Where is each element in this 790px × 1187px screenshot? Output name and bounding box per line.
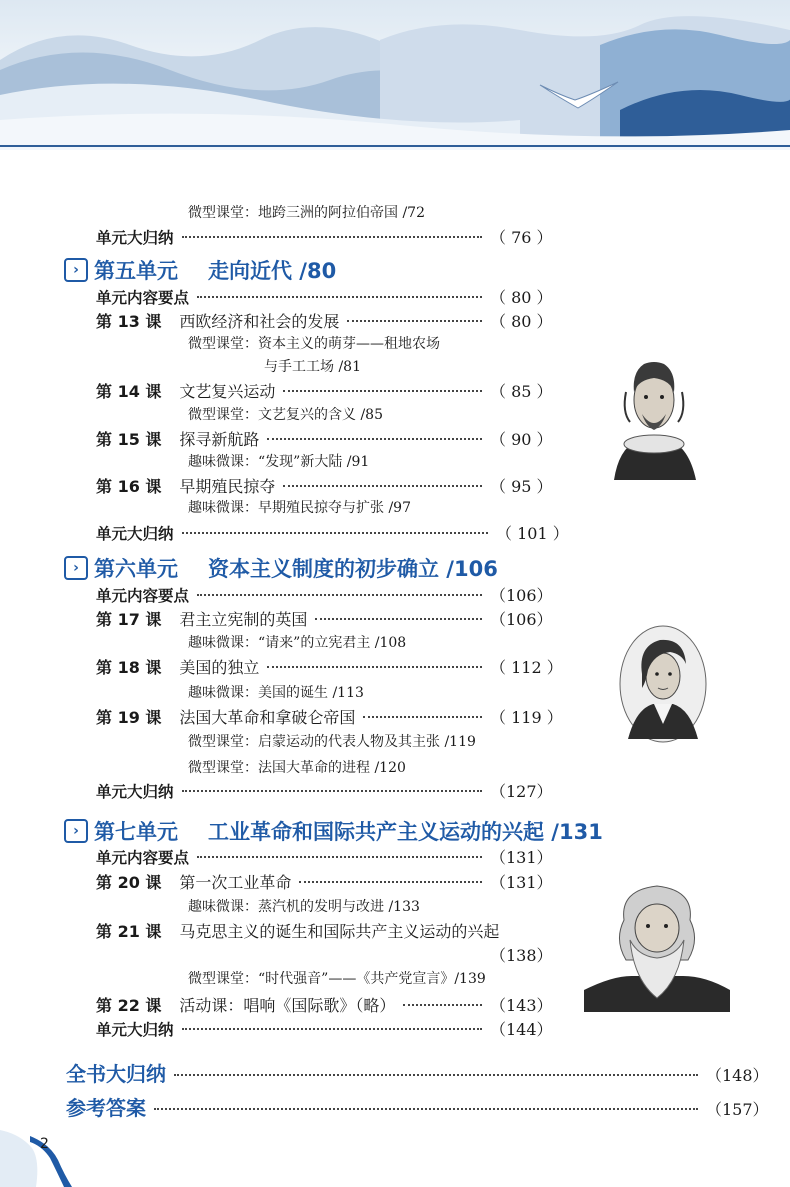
toc-label: 单元大归纳 bbox=[96, 229, 174, 247]
chevron-right-icon: › bbox=[64, 258, 88, 282]
lesson-title: 文艺复兴运动 bbox=[179, 382, 276, 401]
toc-lesson-page[interactable] bbox=[490, 944, 553, 968]
toc-unit-summary[interactable] bbox=[96, 780, 553, 804]
toc-page: （ 101 ） bbox=[496, 524, 569, 543]
toc-page: （106） bbox=[490, 586, 553, 605]
leader-dots bbox=[403, 1004, 482, 1006]
toc-lesson[interactable] bbox=[96, 920, 499, 944]
toc-unit-summary[interactable] bbox=[96, 226, 553, 250]
toc-lesson[interactable] bbox=[96, 871, 553, 895]
toc-lesson[interactable] bbox=[96, 706, 563, 730]
toc-page: （ 95 ） bbox=[490, 477, 553, 496]
toc-lesson[interactable] bbox=[96, 608, 553, 632]
unit-title: 走向近代 /80 bbox=[208, 259, 337, 283]
marx-portrait bbox=[584, 880, 730, 1012]
toc-page: （157） bbox=[706, 1100, 769, 1119]
toc-sub-item: 微型课堂：文艺复兴的含义 /85 bbox=[188, 407, 383, 423]
toc-page: （ 80 ） bbox=[490, 312, 553, 331]
toc-lesson[interactable] bbox=[96, 994, 553, 1018]
toc-label: 单元大归纳 bbox=[96, 525, 174, 543]
toc-sub-item: 与手工工场 /81 bbox=[264, 359, 361, 375]
unit-title: 工业革命和国际共产主义运动的兴起 /131 bbox=[208, 820, 603, 844]
lesson-title: 法国大革命和拿破仑帝国 bbox=[179, 708, 356, 727]
napoleon-portrait bbox=[618, 624, 708, 744]
toc-page: （ 112 ） bbox=[490, 658, 563, 677]
toc-page: （131） bbox=[490, 873, 553, 892]
lesson-number: 第 15 课 bbox=[96, 430, 162, 449]
toc-sub-item: 趣味微课：“发现”新大陆 /91 bbox=[188, 454, 370, 470]
leader-dots bbox=[182, 1028, 482, 1030]
lesson-title: 探寻新航路 bbox=[179, 430, 260, 449]
page-number: 2 bbox=[40, 1136, 49, 1152]
toc-page: （144） bbox=[490, 1020, 553, 1039]
chevron-right-icon: › bbox=[64, 819, 88, 843]
toc-sub-item: 趣味微课：蒸汽机的发明与改进 /133 bbox=[188, 899, 420, 915]
toc-page: （ 90 ） bbox=[490, 430, 553, 449]
toc-label: 参考答案 bbox=[66, 1096, 146, 1120]
unit-label: 第六单元 bbox=[94, 557, 178, 581]
landscape-illustration bbox=[0, 0, 790, 150]
lesson-title: 西欧经济和社会的发展 bbox=[179, 312, 340, 331]
lesson-title: 第一次工业革命 bbox=[179, 873, 292, 892]
leader-dots bbox=[315, 618, 482, 620]
toc-sub-item: 微型课堂：地跨三洲的阿拉伯帝国 /72 bbox=[188, 205, 425, 221]
toc-label: 单元内容要点 bbox=[96, 587, 190, 605]
toc-answers[interactable] bbox=[66, 1092, 769, 1121]
toc-sub-item: 趣味微课：早期殖民掠夺与扩张 /97 bbox=[188, 500, 411, 516]
toc-lesson[interactable] bbox=[96, 428, 553, 452]
toc-sub-item: 微型课堂：启蒙运动的代表人物及其主张 /119 bbox=[188, 734, 476, 750]
toc-page: （127） bbox=[490, 782, 553, 801]
leader-dots bbox=[363, 716, 482, 718]
lesson-number: 第 16 课 bbox=[96, 477, 162, 496]
toc-sub-item: 趣味微课：“请来”的立宪君主 /108 bbox=[188, 635, 407, 651]
toc-page: （143） bbox=[490, 996, 553, 1015]
leader-dots bbox=[197, 856, 482, 858]
toc-label: 单元大归纳 bbox=[96, 783, 174, 801]
unit-label: 第七单元 bbox=[94, 820, 178, 844]
toc-page: （138） bbox=[490, 946, 553, 965]
toc-page: （ 119 ） bbox=[490, 708, 563, 727]
toc-lesson[interactable] bbox=[96, 475, 553, 499]
toc-unit-summary[interactable] bbox=[96, 1018, 553, 1042]
header-banner bbox=[0, 0, 790, 150]
leader-dots bbox=[197, 594, 482, 596]
leader-dots bbox=[182, 790, 482, 792]
toc-label: 全书大归纳 bbox=[66, 1062, 166, 1086]
toc-unit-key-points[interactable] bbox=[96, 584, 553, 608]
lesson-title: 活动课：唱响《国际歌》（略） bbox=[179, 996, 396, 1015]
lesson-number: 第 22 课 bbox=[96, 996, 162, 1015]
lesson-number: 第 19 课 bbox=[96, 708, 162, 727]
chevron-right-icon: › bbox=[64, 556, 88, 580]
toc-book-summary[interactable] bbox=[66, 1058, 769, 1087]
toc-lesson[interactable] bbox=[96, 310, 553, 334]
toc-unit-key-points[interactable] bbox=[96, 286, 553, 310]
leader-dots bbox=[182, 236, 482, 238]
lesson-number: 第 17 课 bbox=[96, 610, 162, 629]
toc-page: （131） bbox=[490, 848, 553, 867]
toc-lesson[interactable] bbox=[96, 380, 553, 404]
leader-dots bbox=[283, 485, 482, 487]
toc-label: 单元大归纳 bbox=[96, 1021, 174, 1039]
leader-dots bbox=[347, 320, 482, 322]
toc-label: 单元内容要点 bbox=[96, 289, 190, 307]
toc-sub-item: 微型课堂：“时代强音”——《共产党宣言》/139 bbox=[188, 971, 486, 987]
shakespeare-portrait bbox=[604, 352, 704, 480]
toc-page: （ 80 ） bbox=[490, 288, 553, 307]
unit-label: 第五单元 bbox=[94, 259, 178, 283]
lesson-title: 君主立宪制的英国 bbox=[179, 610, 308, 629]
toc-unit-heading[interactable] bbox=[64, 816, 603, 846]
leader-dots bbox=[283, 390, 482, 392]
toc-page: （148） bbox=[706, 1066, 769, 1085]
lesson-number: 第 13 课 bbox=[96, 312, 162, 331]
lesson-title: 美国的独立 bbox=[179, 658, 260, 677]
lesson-number: 第 18 课 bbox=[96, 658, 162, 677]
lesson-number: 第 21 课 bbox=[96, 922, 162, 941]
leader-dots bbox=[174, 1074, 698, 1076]
toc-page: （ 85 ） bbox=[490, 382, 553, 401]
toc-page: （ 76 ） bbox=[490, 228, 553, 247]
toc-unit-heading[interactable] bbox=[64, 553, 498, 583]
toc-sub-item: 微型课堂：法国大革命的进程 /120 bbox=[188, 760, 406, 776]
leader-dots bbox=[154, 1108, 698, 1110]
toc-unit-heading[interactable] bbox=[64, 255, 336, 285]
toc-sub-item: 微型课堂：资本主义的萌芽——租地农场 bbox=[188, 336, 440, 352]
lesson-number: 第 20 课 bbox=[96, 873, 162, 892]
leader-dots bbox=[182, 532, 488, 534]
leader-dots bbox=[197, 296, 482, 298]
toc-unit-key-points[interactable] bbox=[96, 846, 553, 870]
lesson-title: 马克思主义的诞生和国际共产主义运动的兴起 bbox=[179, 922, 500, 941]
toc-lesson[interactable] bbox=[96, 656, 563, 680]
leader-dots bbox=[299, 881, 482, 883]
leader-dots bbox=[267, 666, 482, 668]
toc-unit-summary[interactable] bbox=[96, 522, 569, 546]
leader-dots bbox=[267, 438, 482, 440]
toc-sub-item: 趣味微课：美国的诞生 /113 bbox=[188, 685, 364, 701]
lesson-number: 第 14 课 bbox=[96, 382, 162, 401]
unit-title: 资本主义制度的初步确立 /106 bbox=[208, 557, 498, 581]
toc-page: （106） bbox=[490, 610, 553, 629]
lesson-title: 早期殖民掠夺 bbox=[179, 477, 276, 496]
toc-label: 单元内容要点 bbox=[96, 849, 190, 867]
